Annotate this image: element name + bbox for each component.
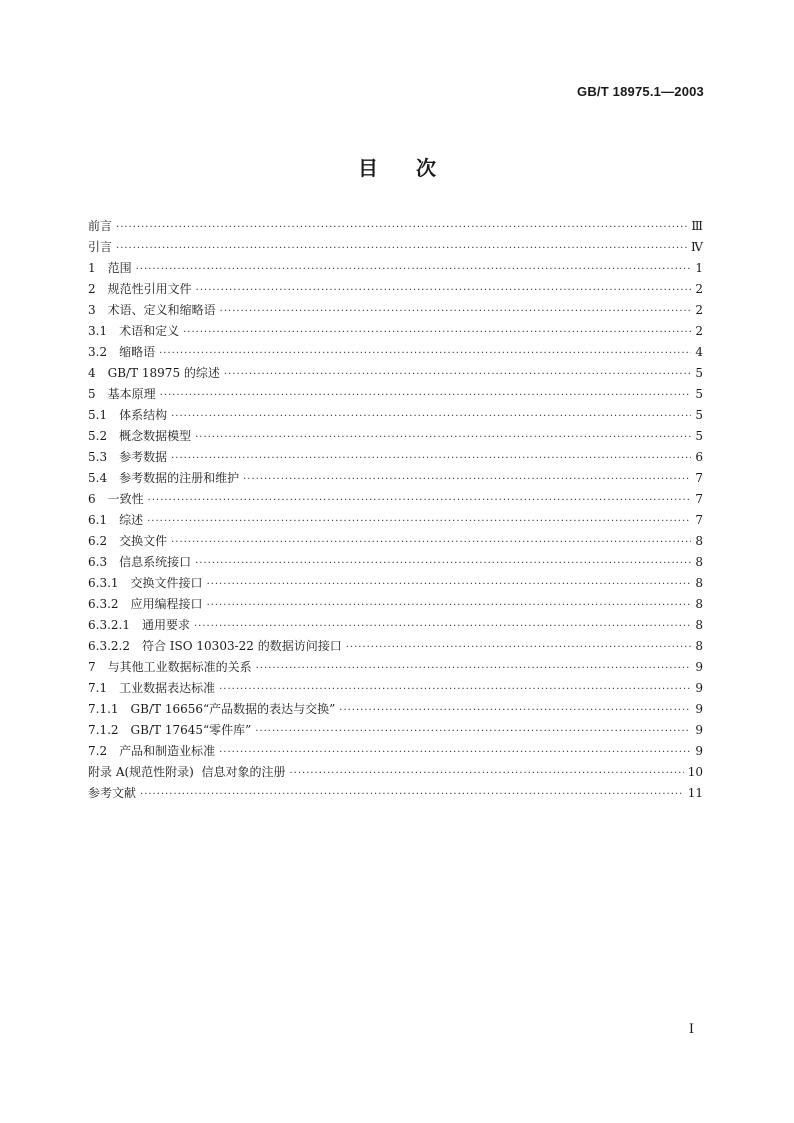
toc-entry-title: 交换文件: [119, 534, 168, 548]
toc-entry[interactable]: [88, 321, 703, 342]
toc-entry-title: 综述: [119, 513, 144, 527]
toc-entry-number: 6.3.2.2: [88, 639, 130, 653]
toc-leader-dots: [194, 616, 691, 637]
toc-entry[interactable]: [88, 636, 703, 657]
toc-leader-dots: [148, 490, 691, 511]
toc-entry-title: GB/T 16656“产品数据的表达与交换”: [130, 702, 336, 716]
toc-entry-number: 7.1.2: [88, 723, 119, 737]
toc-entry-title: 参考数据: [119, 450, 168, 464]
toc-entry-page: 10: [687, 765, 703, 779]
toc-leader-dots: [220, 301, 691, 322]
table-of-contents: [88, 216, 703, 804]
toc-entry-number: 7.2: [88, 744, 108, 758]
toc-entry[interactable]: [88, 342, 703, 363]
toc-leader-dots: [219, 679, 691, 700]
toc-entry-number: 6.3.1: [88, 576, 119, 590]
toc-leader-dots: [224, 364, 691, 385]
toc-entry[interactable]: [88, 699, 703, 720]
toc-entry[interactable]: [88, 573, 703, 594]
toc-leader-dots: [160, 385, 691, 406]
page-number: I: [688, 1022, 694, 1037]
toc-entry-title: 术语和定义: [119, 324, 180, 338]
toc-entry[interactable]: [88, 363, 703, 384]
toc-entry[interactable]: [88, 510, 703, 531]
toc-entry-page: 9: [695, 660, 703, 674]
toc-leader-dots: [219, 742, 691, 763]
toc-leader-dots: [207, 595, 691, 616]
toc-entry-page: Ⅳ: [691, 240, 703, 254]
toc-entry-page: 6: [695, 450, 703, 464]
toc-entry-page: 4: [695, 345, 703, 359]
toc-entry[interactable]: [88, 594, 703, 615]
toc-entry-number: 6.3: [88, 555, 108, 569]
toc-leader-dots: [116, 238, 687, 259]
toc-entry-number: 3.2: [88, 345, 108, 359]
toc-entry-page: 7: [695, 471, 703, 485]
toc-entry-number: 7: [88, 660, 96, 674]
toc-entry-number: 5.4: [88, 471, 108, 485]
toc-entry-page: 8: [695, 597, 703, 611]
toc-leader-dots: [196, 280, 691, 301]
toc-entry-title: 通用要求: [141, 618, 190, 632]
toc-leader-dots: [243, 469, 691, 490]
toc-entry[interactable]: [88, 279, 703, 300]
toc-entry[interactable]: [88, 300, 703, 321]
toc-leader-dots: [116, 217, 687, 238]
toc-entry-number: 5: [88, 387, 96, 401]
toc-entry-number: 2: [88, 282, 96, 296]
toc-entry-title: 规范性引用文件: [107, 282, 192, 296]
toc-entry-page: 5: [695, 408, 703, 422]
toc-entry-number: 6.3.2: [88, 597, 119, 611]
toc-entry-title: 参考数据的注册和维护: [119, 471, 240, 485]
toc-entry[interactable]: [88, 678, 703, 699]
toc-entry-page: 8: [695, 639, 703, 653]
toc-entry-title: 工业数据表达标准: [119, 681, 216, 695]
toc-leader-dots: [183, 322, 691, 343]
page-title: [0, 152, 794, 181]
toc-entry-title: GB/T 18975 的综述: [107, 366, 220, 380]
toc-entry-title: 前言: [88, 219, 113, 233]
toc-entry-page: 9: [695, 702, 703, 716]
toc-entry-page: 5: [695, 387, 703, 401]
toc-entry-page: 2: [695, 324, 703, 338]
toc-entry-title: 信息系统接口: [119, 555, 192, 569]
toc-entry-number: 6.2: [88, 534, 108, 548]
toc-entry-page: 7: [695, 513, 703, 527]
toc-entry-number: 7.1: [88, 681, 108, 695]
toc-entry-number: 4: [88, 366, 96, 380]
toc-entry-number: 6.1: [88, 513, 108, 527]
toc-entry[interactable]: [88, 405, 703, 426]
toc-entry-title: 与其他工业数据标准的关系: [107, 660, 252, 674]
standard-number: GB/T 18975.1—2003: [577, 84, 704, 99]
toc-entry[interactable]: [88, 258, 703, 279]
toc-entry[interactable]: [88, 783, 703, 804]
toc-entry[interactable]: [88, 384, 703, 405]
toc-entry-title: 符合 ISO 10303-22 的数据访问接口: [141, 639, 342, 653]
toc-entry-title: 应用编程接口: [130, 597, 203, 611]
toc-entry-page: 11: [687, 786, 703, 800]
toc-leader-dots: [256, 658, 691, 679]
toc-entry[interactable]: [88, 489, 703, 510]
toc-leader-dots: [140, 784, 684, 805]
toc-entry-number: 7.1.1: [88, 702, 119, 716]
toc-entry-number: 6: [88, 492, 96, 506]
toc-leader-dots: [289, 763, 683, 784]
toc-entry[interactable]: [88, 720, 703, 741]
toc-entry-title: 体系结构: [119, 408, 168, 422]
toc-entry[interactable]: [88, 531, 703, 552]
toc-entry-title: GB/T 17645“零件库”: [130, 723, 252, 737]
toc-leader-dots: [255, 721, 691, 742]
toc-leader-dots: [159, 343, 691, 364]
toc-entry[interactable]: [88, 216, 703, 237]
toc-entry-number: 5.3: [88, 450, 108, 464]
toc-entry-page: 2: [695, 282, 703, 296]
toc-entry[interactable]: [88, 447, 703, 468]
toc-entry-page: 9: [695, 681, 703, 695]
title-char-1: 目: [358, 156, 378, 180]
toc-entry[interactable]: [88, 657, 703, 678]
toc-entry-number: 5.2: [88, 429, 108, 443]
toc-entry[interactable]: [88, 615, 703, 636]
toc-entry-page: 8: [695, 576, 703, 590]
toc-entry-title: 术语、定义和缩略语: [107, 303, 216, 317]
toc-entry-page: Ⅲ: [691, 219, 703, 233]
toc-entry-title: 交换文件接口: [130, 576, 203, 590]
toc-entry-page: 8: [695, 534, 703, 548]
toc-leader-dots: [207, 574, 691, 595]
toc-leader-dots: [339, 700, 691, 721]
toc-entry[interactable]: [88, 762, 703, 783]
toc-entry-title: 参考文献: [88, 786, 137, 800]
toc-entry-title: 附录 A(规范性附录) 信息对象的注册: [88, 765, 286, 779]
toc-leader-dots: [171, 448, 691, 469]
toc-entry-title: 引言: [88, 240, 113, 254]
toc-leader-dots: [171, 532, 691, 553]
toc-entry-title: 缩略语: [119, 345, 156, 359]
toc-entry-page: 9: [695, 723, 703, 737]
toc-entry[interactable]: [88, 237, 703, 258]
title-char-2: 次: [416, 156, 436, 180]
toc-entry-number: 5.1: [88, 408, 108, 422]
toc-entry[interactable]: [88, 468, 703, 489]
toc-entry[interactable]: [88, 552, 703, 573]
toc-leader-dots: [346, 637, 691, 658]
toc-entry-title: 产品和制造业标准: [119, 744, 216, 758]
toc-leader-dots: [171, 406, 691, 427]
toc-entry-number: 3: [88, 303, 96, 317]
toc-leader-dots: [147, 511, 691, 532]
toc-entry-title: 基本原理: [107, 387, 156, 401]
toc-entry-page: 2: [695, 303, 703, 317]
toc-entry-title: 范围: [107, 261, 132, 275]
toc-entry-page: 5: [695, 429, 703, 443]
toc-entry-page: 8: [695, 555, 703, 569]
toc-entry-number: 3.1: [88, 324, 108, 338]
toc-entry-page: 1: [695, 261, 703, 275]
toc-leader-dots: [195, 427, 691, 448]
toc-entry[interactable]: [88, 741, 703, 762]
toc-entry-page: 7: [695, 492, 703, 506]
toc-entry-title: 概念数据模型: [119, 429, 192, 443]
toc-entry-number: 1: [88, 261, 96, 275]
toc-leader-dots: [136, 259, 691, 280]
toc-entry-page: 5: [695, 366, 703, 380]
toc-entry-number: 6.3.2.1: [88, 618, 130, 632]
toc-leader-dots: [195, 553, 691, 574]
toc-entry[interactable]: [88, 426, 703, 447]
toc-entry-title: 一致性: [107, 492, 144, 506]
toc-entry-page: 9: [695, 744, 703, 758]
toc-entry-page: 8: [695, 618, 703, 632]
